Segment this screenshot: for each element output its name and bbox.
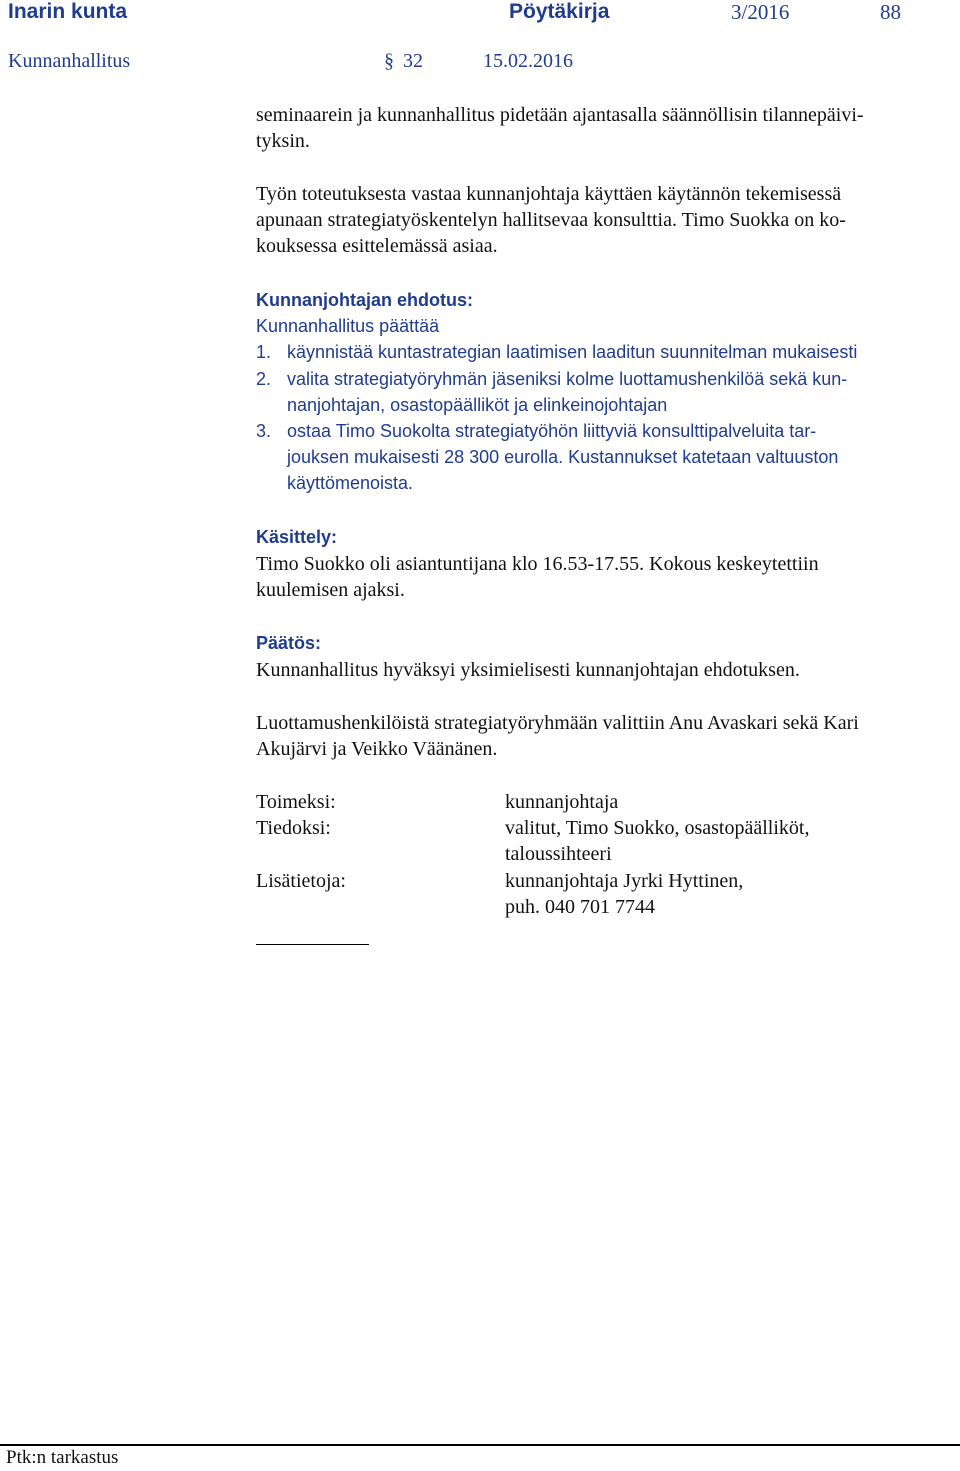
intro-line: seminaarein ja kunnanhallitus pidetään ajantasalla säännöllisin tilannepäivi-	[256, 104, 864, 126]
proposal-item-text: jouksen mukaisesti 28 300 eurolla. Kustannukset katetaan valtuuston	[287, 447, 839, 467]
handling-heading: Käsittely:	[256, 527, 338, 547]
section-symbol: §	[384, 50, 394, 72]
intro-line: apunaan strategiatyöskentelyn hallitsevaa konsulttia. Timo Suokka on ko-	[256, 209, 846, 231]
decision-line: Luottamushenkilöistä strategiatyöryhmään valittiin Anu Avaskari sekä Kari	[256, 712, 859, 734]
intro-line: Työn toteutuksesta vastaa kunnanjohtaja käyttäen käytännön tekemisessä	[256, 183, 842, 205]
toimeksi-label: Toimeksi:	[256, 791, 336, 813]
proposal-item-text: käynnistää kuntastrategian laatimisen laaditun suunnitelman mukaisesti	[287, 342, 858, 362]
lisatietoja-value: puh. 040 701 7744	[505, 896, 655, 918]
tiedoksi-label: Tiedoksi:	[256, 817, 331, 839]
decision-line: Akujärvi ja Veikko Väänänen.	[256, 738, 498, 760]
municipality-name: Inarin kunta	[8, 0, 128, 23]
tiedoksi-value: valitut, Timo Suokko, osastopäälliköt,	[505, 817, 810, 839]
decision-heading: Päätös:	[256, 633, 322, 653]
handling-line: kuulemisen ajaksi.	[256, 579, 405, 601]
document-type: Pöytäkirja	[509, 0, 610, 23]
proposal-item-text: ostaa Timo Suokolta strategiatyöhön liittyviä konsulttipalveluita tar-	[287, 421, 817, 441]
decision-line: Kunnanhallitus hyväksyi yksimielisesti kunnanjohtajan ehdotuksen.	[256, 659, 800, 681]
lisatietoja-label: Lisätietoja:	[256, 870, 346, 892]
proposal-item-text: valita strategiatyöryhmän jäseniksi kolme luottamushenkilöä sekä kun-	[287, 369, 848, 389]
proposal-item-number: 2.	[256, 369, 272, 389]
document-number: 3/2016	[731, 0, 790, 24]
proposal-item-number: 1.	[256, 342, 272, 362]
lisatietoja-value: kunnanjohtaja Jyrki Hyttinen,	[505, 870, 744, 892]
tiedoksi-value: taloussihteeri	[505, 843, 612, 865]
intro-line: tyksin.	[256, 130, 310, 152]
page-number: 88	[880, 0, 901, 24]
proposal-heading: Kunnanjohtajan ehdotus:	[256, 290, 473, 310]
proposal-item-text: nanjohtajan, osastopäälliköt ja elinkeinojohtajan	[287, 395, 668, 415]
footer-label: Ptk:n tarkastus	[6, 1447, 119, 1468]
handling-line: Timo Suokko oli asiantuntijana klo 16.53-17.55. Kokous keskeytettiin	[256, 553, 819, 575]
meeting-date: 15.02.2016	[483, 50, 573, 72]
footer-divider	[0, 1444, 960, 1446]
section-number: 32	[403, 50, 423, 72]
proposal-item-text: käyttömenoista.	[287, 473, 414, 493]
proposal-item-number: 3.	[256, 421, 272, 441]
proposal-lead: Kunnanhallitus päättää	[256, 316, 440, 336]
meeting-body: Kunnanhallitus	[8, 50, 131, 72]
intro-line: kouksessa esittelemässä asiaa.	[256, 235, 498, 257]
end-rule	[256, 944, 369, 945]
toimeksi-value: kunnanjohtaja	[505, 791, 619, 813]
